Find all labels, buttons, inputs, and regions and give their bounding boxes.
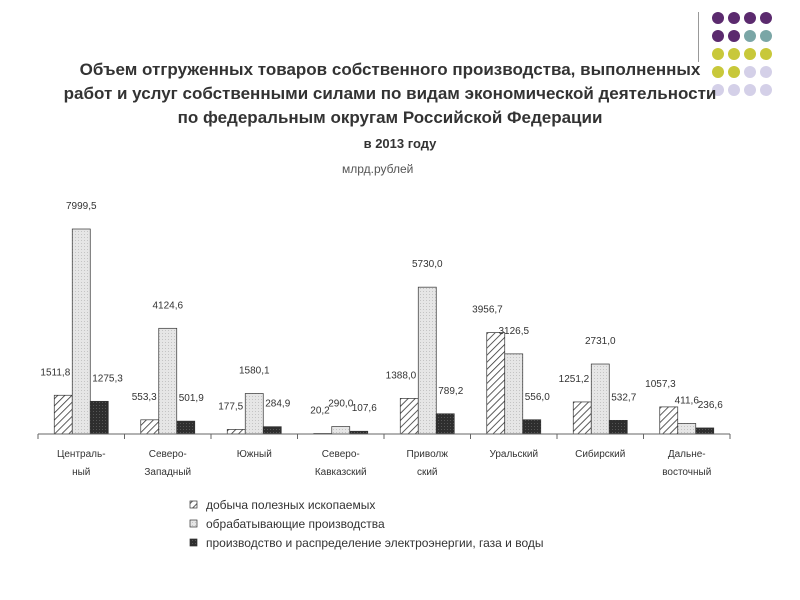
bar [177, 421, 195, 434]
data-label: 553,3 [131, 391, 157, 403]
bar [696, 428, 714, 434]
legend [190, 498, 544, 550]
axis-layer [38, 434, 730, 478]
legend-label: производство и распределение электроэнергии, газа и воды [206, 536, 544, 550]
bar [400, 398, 418, 434]
bar [573, 402, 591, 434]
legend-label: обрабатывающие производства [206, 517, 385, 531]
legend-swatch [190, 520, 197, 527]
category-label: Сибирский [575, 449, 626, 460]
bar [505, 354, 523, 434]
data-label: 3126,5 [498, 325, 530, 337]
bar [523, 420, 541, 434]
category-label: ский [416, 467, 438, 478]
category-label: ный [72, 467, 91, 478]
category-label: Приволж [406, 449, 448, 460]
chart-title-line-2: работ и услуг собственными силами по видам экономической деятельности [63, 84, 717, 103]
data-label: 1511,8 [40, 367, 71, 379]
bar [263, 427, 281, 434]
data-label: 7999,5 [65, 201, 97, 212]
data-label: 1275,3 [92, 373, 123, 385]
data-label: 290,0 [328, 398, 354, 410]
data-label: 501,9 [178, 393, 204, 405]
bar [227, 429, 245, 434]
unit-label: млрд.рублей [342, 162, 414, 176]
data-label: 20,2 [310, 405, 330, 417]
bar [436, 414, 454, 434]
category-label: Уральский [489, 449, 539, 460]
bar [245, 394, 263, 434]
bar [332, 427, 350, 434]
data-label: 1388,0 [385, 370, 417, 382]
bar [609, 420, 627, 434]
chart-title-line-3: по федеральным округам Российской Федерации [177, 108, 603, 127]
data-label: 236,6 [697, 399, 723, 411]
data-label: 532,7 [611, 392, 637, 404]
legend-swatch [190, 539, 197, 546]
bar [90, 401, 108, 434]
data-label: 2731,0 [584, 336, 616, 348]
bar [418, 287, 436, 434]
category-label: Кавказский [314, 467, 367, 478]
bar [141, 420, 159, 434]
data-label: 1580,1 [238, 365, 270, 377]
category-label: Южный [236, 449, 272, 460]
bars-layer [40, 201, 723, 434]
data-label: 1057,3 [645, 378, 676, 390]
bar [159, 328, 177, 434]
category-label: Северо- [148, 449, 187, 460]
data-label: 284,9 [265, 398, 291, 410]
category-label: восточный [662, 467, 712, 478]
bar [660, 407, 678, 434]
data-label: 5730,0 [411, 259, 443, 271]
chart-subtitle: в 2013 году [363, 136, 437, 151]
data-label: 411,6 [674, 395, 699, 407]
legend-swatch [190, 501, 197, 508]
data-label: 3956,7 [472, 304, 503, 316]
bar [72, 229, 90, 434]
data-label: 556,0 [524, 391, 550, 403]
data-label: 789,2 [438, 385, 464, 397]
bar [591, 364, 609, 434]
data-label: 4124,6 [152, 300, 184, 312]
category-label: Западный [144, 467, 192, 478]
chart-title-line-1: Объем отгруженных товаров собственного производства, выполненных [79, 60, 701, 79]
data-label: 1251,2 [558, 373, 590, 385]
legend-label: добыча полезных ископаемых [206, 498, 376, 512]
category-label: Северо- [321, 449, 360, 460]
category-label: Централь- [56, 449, 106, 460]
data-label: 107,6 [351, 403, 377, 415]
category-label: Дальне- [667, 449, 706, 460]
data-label: 177,5 [218, 401, 244, 413]
bar [678, 423, 696, 434]
bar [54, 395, 72, 434]
bar [487, 333, 505, 434]
